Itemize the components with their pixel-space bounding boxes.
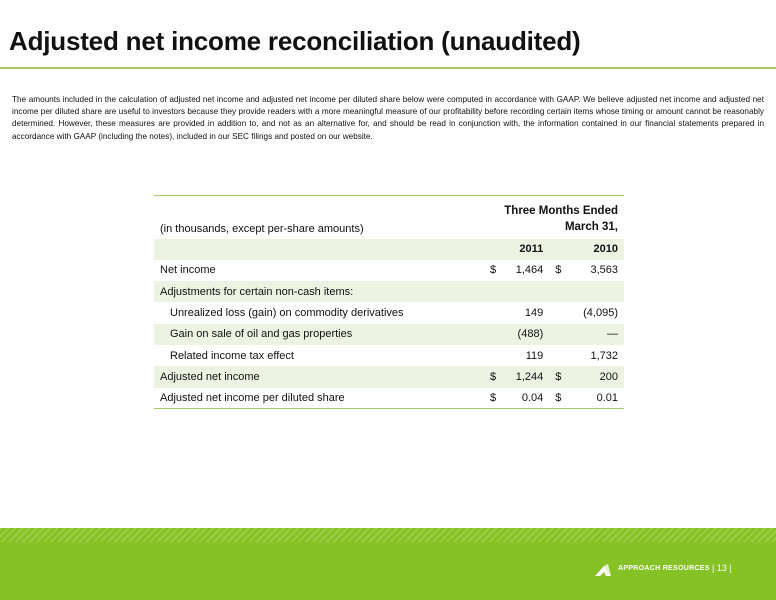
table-row <box>154 388 624 409</box>
page-title: Adjusted net income reconciliation (unaudited) <box>9 26 581 56</box>
value-2011: 1,244 <box>498 366 549 387</box>
currency-symbol: $ <box>549 366 563 387</box>
table-row <box>154 260 624 281</box>
year-2010-header: 2010 <box>563 239 624 260</box>
units-label: (in thousands, except per-share amounts) <box>160 222 364 235</box>
value-2011: 1,464 <box>515 264 544 277</box>
value-2010: 200 <box>563 366 624 387</box>
table-header-row <box>154 196 624 239</box>
currency-symbol: $ <box>490 264 497 277</box>
year-header-row <box>154 239 624 260</box>
currency-symbol <box>549 302 563 323</box>
period-line-2: March 31, <box>564 220 618 233</box>
table-row <box>154 345 624 366</box>
table-row <box>154 302 624 323</box>
value-2011: 119 <box>525 349 544 362</box>
currency-symbol: $ <box>555 264 562 277</box>
footer-stripes <box>0 528 776 542</box>
period-line-1: Three Months Ended <box>504 204 618 217</box>
currency-symbol <box>484 302 498 323</box>
page-number: | 13 | <box>712 563 732 573</box>
approach-logo-icon <box>595 564 611 576</box>
value-2010: 3,563 <box>590 264 618 277</box>
row-label: Related income tax effect <box>170 349 294 362</box>
currency-symbol <box>484 281 498 302</box>
value-2011 <box>498 281 549 302</box>
value-2010: (4,095) <box>583 307 618 320</box>
row-label: Adjusted net income per diluted share <box>160 391 345 404</box>
currency-symbol: $ <box>490 391 497 404</box>
footer-band <box>0 528 776 600</box>
value-2010 <box>563 281 624 302</box>
value-2010: — <box>563 324 624 345</box>
value-2011: 149 <box>524 307 544 320</box>
currency-symbol <box>549 324 563 345</box>
row-label: Unrealized loss (gain) on commodity derivatives <box>170 307 404 320</box>
table-row <box>154 324 624 345</box>
row-label: Adjustments for certain non-cash items: <box>154 281 484 302</box>
table-row <box>154 281 624 302</box>
period-header <box>484 196 624 239</box>
row-label: Adjusted net income <box>154 366 484 387</box>
title-divider <box>0 67 776 69</box>
currency-symbol <box>549 345 563 366</box>
currency-symbol <box>549 281 563 302</box>
footer-company-name: APPROACH RESOURCES <box>618 565 710 572</box>
currency-symbol <box>484 345 498 366</box>
currency-symbol: $ <box>555 391 562 404</box>
table-row <box>154 366 624 387</box>
value-2010: 0.01 <box>596 391 618 404</box>
year-2011-header: 2011 <box>498 239 549 260</box>
currency-symbol <box>484 324 498 345</box>
value-2011: (488) <box>498 324 549 345</box>
currency-symbol: $ <box>484 366 498 387</box>
row-label: Gain on sale of oil and gas properties <box>154 324 484 345</box>
reconciliation-table <box>154 195 624 409</box>
value-2011: 0.04 <box>521 391 544 404</box>
disclaimer-text: The amounts included in the calculation of adjusted net income and adjusted net income per diluted share below were computed in accordance with GAAP. We believe adjusted net income and adjusted net income per diluted share are useful to investors because they provide readers with a more meaningful measure of our profitability before recording certain items whose timing or amount cannot be reasonably determined. However, these measures are provided in addition to, and not as an alternative for, and should be read in conjunction with, the information contained in our financial statements prepared in accordance with GAAP (including the notes), included in our SEC filings and posted on our website. <box>12 95 764 141</box>
value-2010: 1,732 <box>590 349 618 362</box>
row-label: Net income <box>160 264 216 277</box>
